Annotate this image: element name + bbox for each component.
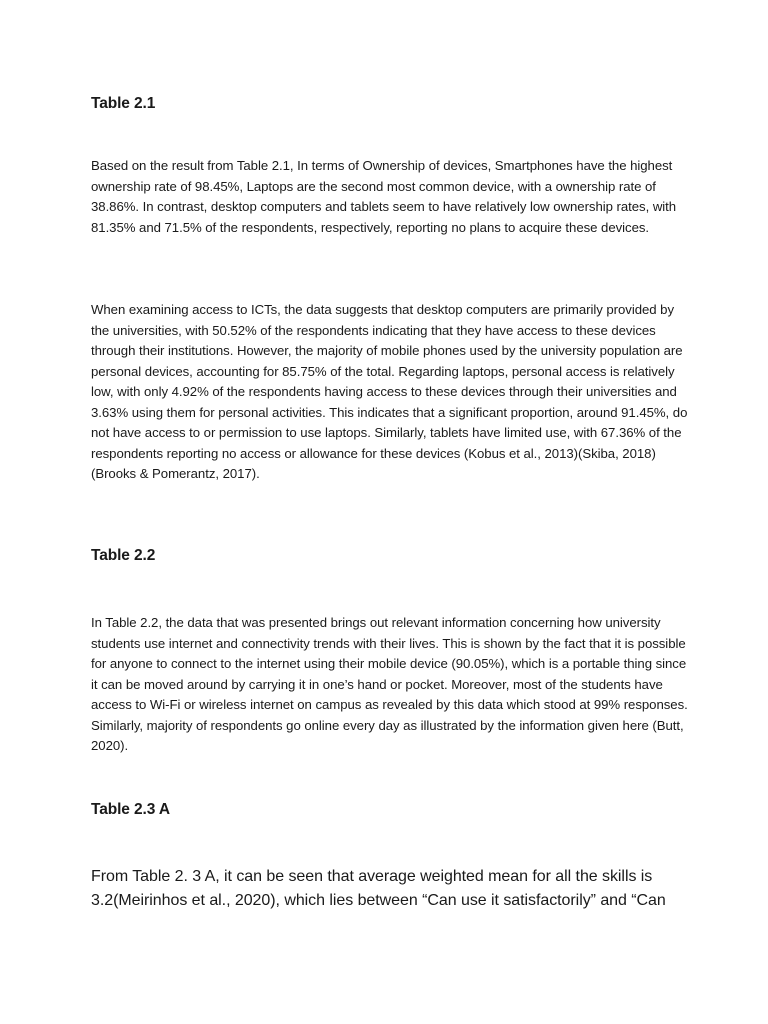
paragraph-skills-mean: From Table 2. 3 A, it can be seen that average weighted mean for all the skills is 3.2(Meirinhos et al., 2020), which lies between “Can use it satisfactorily” and “Can xyxy=(91,868,666,909)
paragraph-ict-access: When examining access to ICTs, the data suggests that desktop computers are primarily provided by the universities, with 50.52% of the respondents indicating that they have access to these devices through their institutions. However, the majority of mobile phones used by the university population are personal devices, accounting for 85.75% of the total. Regarding laptops, personal access is relatively low, with only 4.92% of the respondents having access to these devices through their universities and 3.63% using them for personal activities. This indicates that a significant proportion, around 91.45%, do not have access to or permission to use laptops. Similarly, tablets have limited use, with 67.36% of the respondents reporting no access or allowance for these devices (Kobus et al., 2013)(Skiba, 2018)(Brooks & Pomerantz, 2017). xyxy=(91,302,688,481)
paragraph-internet-connectivity: In Table 2.2, the data that was presented brings out relevant information concerning how university students use internet and connectivity trends with their lives. This is shown by the fact that it is possible for anyone to connect to the internet using their mobile device (90.05%), which is a portable thing since it can be moved around by carrying it in one’s hand or pocket. Moreover, most of the students have access to Wi-Fi or wireless internet on campus as revealed by this data which stood at 99% responses. Similarly, majority of respondents go online every day as illustrated by the information given here (Butt, 2020). xyxy=(91,615,688,753)
section-heading-table-2-2: Table 2.2 xyxy=(91,547,156,564)
section-heading-table-2-3a: Table 2.3 A xyxy=(91,801,171,818)
section-heading-table-2-1: Table 2.1 xyxy=(91,95,156,112)
paragraph-ownership: Based on the result from Table 2.1, In terms of Ownership of devices, Smartphones have the highest ownership rate of 98.45%, Laptops are the second most common device, with a ownership rate of 38.86%. In contrast, desktop computers and tablets seem to have relatively low ownership rates, with 81.35% and 71.5% of the respondents, respectively, reporting no plans to acquire these devices. xyxy=(91,158,677,235)
